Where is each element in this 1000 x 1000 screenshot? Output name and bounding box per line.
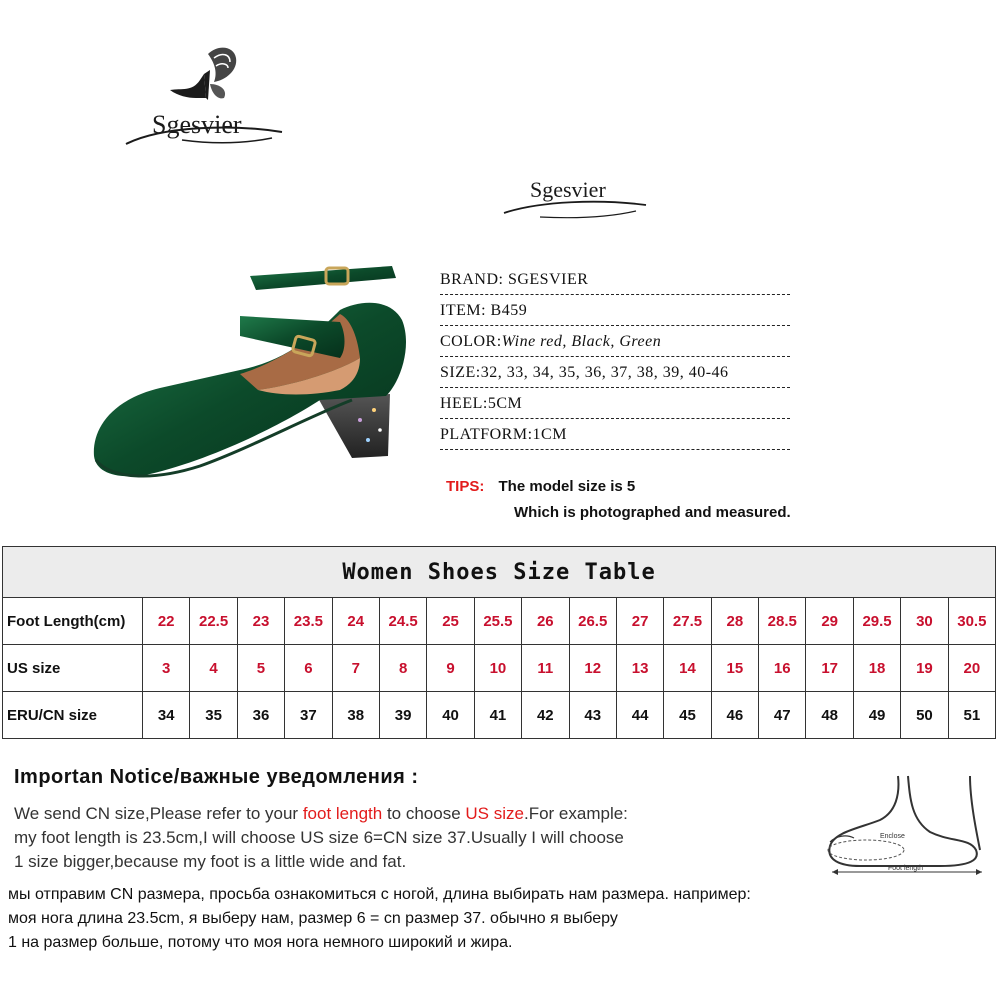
mary-jane-shoe-icon [90, 250, 420, 490]
spec-platform [440, 423, 790, 450]
spec-label: COLOR: [440, 333, 502, 350]
spec-label: SIZE: [440, 364, 481, 381]
spec-label: PLATFORM: [440, 426, 533, 443]
size-cell: 7 [332, 645, 379, 692]
size-cell: 42 [522, 692, 569, 739]
size-table-title-row [3, 547, 996, 598]
notice-text: .For example: [523, 804, 628, 823]
spec-item [440, 299, 790, 326]
size-cell: 43 [569, 692, 616, 739]
size-cell: 5 [237, 645, 284, 692]
size-cell: 25 [427, 598, 474, 645]
size-cell: 26.5 [569, 598, 616, 645]
notice-ru-line-3: 1 на размер больше, потому что моя нога немного широкий и жира. [8, 934, 513, 951]
spec-size [440, 361, 790, 388]
tips-text: The model size is 5 [498, 478, 636, 495]
size-cell: 50 [901, 692, 948, 739]
spec-value: SGESVIER [507, 271, 589, 288]
size-cell: 17 [806, 645, 853, 692]
spec-label: BRAND: [440, 271, 504, 288]
notice-ru-line-1: мы отправим CN размера, просьба ознакомиться с ногой, длина выбирать нам размера. например: [8, 886, 751, 903]
size-table [2, 546, 996, 739]
size-cell: 26 [522, 598, 569, 645]
size-cell: 45 [664, 692, 711, 739]
size-cell: 16 [759, 645, 806, 692]
size-cell: 13 [616, 645, 663, 692]
size-cell: 27 [616, 598, 663, 645]
butterfly-heel-icon [122, 40, 292, 160]
spec-label: HEEL: [440, 395, 488, 412]
spec-value: Wine red, Black, Green [501, 333, 662, 350]
size-cell: 22 [143, 598, 190, 645]
size-cell: 38 [332, 692, 379, 739]
brand-logo-text: Sgesvier [152, 110, 242, 139]
notice-en-line-2: my foot length is 23.5cm,I will choose US size 6=CN size 37.Usually I will choose [14, 828, 624, 847]
size-cell: 23.5 [285, 598, 332, 645]
size-cell: 46 [711, 692, 758, 739]
size-table-row [3, 645, 996, 692]
size-cell: 6 [285, 645, 332, 692]
size-cell: 39 [379, 692, 426, 739]
size-cell: 35 [190, 692, 237, 739]
foot-length-label: Foot length [888, 865, 924, 872]
size-cell: 19 [901, 645, 948, 692]
size-cell: 36 [237, 692, 284, 739]
spec-brand [440, 268, 790, 295]
size-cell: 48 [806, 692, 853, 739]
notice-ru-line-2: моя нога длина 23.5cm, я выберу нам, размер 6 = cn размер 37. обычно я выберу [8, 910, 618, 927]
size-table-row [3, 598, 996, 645]
spec-label: ITEM: [440, 302, 487, 319]
size-cell: 34 [143, 692, 190, 739]
size-cell: 37 [285, 692, 332, 739]
size-cell: 9 [427, 645, 474, 692]
size-row-label: Foot Length(cm) [3, 598, 143, 645]
size-cell: 47 [759, 692, 806, 739]
spec-value: 5CM [487, 395, 523, 412]
spec-value: 1CM [532, 426, 567, 443]
size-cell: 24 [332, 598, 379, 645]
size-cell: 14 [664, 645, 711, 692]
size-cell: 4 [190, 645, 237, 692]
size-cell: 11 [522, 645, 569, 692]
spec-value: B459 [490, 302, 528, 319]
size-cell: 28.5 [759, 598, 806, 645]
tips-label: TIPS: [446, 478, 485, 495]
notice-text: We send CN size,Please refer to your [14, 804, 303, 823]
size-cell: 3 [143, 645, 190, 692]
notice-en-line-3: 1 size bigger,because my foot is a little wide and fat. [14, 852, 407, 871]
foot-measure-diagram [820, 770, 990, 880]
size-cell: 27.5 [664, 598, 711, 645]
tips-line-1 [446, 478, 635, 495]
size-cell: 12 [569, 645, 616, 692]
tips-line-2: Which is photographed and measured. [514, 504, 791, 521]
foot-icon [820, 770, 990, 880]
size-cell: 41 [474, 692, 521, 739]
notice-en-line-1 [14, 804, 628, 824]
size-cell: 29 [806, 598, 853, 645]
size-cell: 25.5 [474, 598, 521, 645]
size-cell: 30 [901, 598, 948, 645]
size-table-title: Women Shoes Size Table [3, 547, 996, 598]
brand-logo-text: Sgesvier [530, 177, 606, 202]
size-cell: 40 [427, 692, 474, 739]
size-cell: 24.5 [379, 598, 426, 645]
spec-value: 32, 33, 34, 35, 36, 37, 38, 39, 40-46 [480, 364, 729, 381]
size-row-label: US size [3, 645, 143, 692]
size-cell: 30.5 [948, 598, 995, 645]
size-cell: 29.5 [853, 598, 900, 645]
notice-highlight: US size [465, 804, 524, 823]
brand-logo [122, 40, 292, 160]
size-cell: 51 [948, 692, 995, 739]
size-cell: 20 [948, 645, 995, 692]
spec-color [440, 330, 790, 357]
notice-text: to choose [382, 804, 466, 823]
size-row-label: ERU/CN size [3, 692, 143, 739]
size-table-row [3, 692, 996, 739]
size-cell: 8 [379, 645, 426, 692]
size-cell: 44 [616, 692, 663, 739]
spec-heel [440, 392, 790, 419]
size-cell: 23 [237, 598, 284, 645]
product-image [90, 250, 420, 490]
size-cell: 15 [711, 645, 758, 692]
size-cell: 49 [853, 692, 900, 739]
notice-highlight: foot length [302, 804, 383, 823]
size-cell: 22.5 [190, 598, 237, 645]
brand-logo-secondary [500, 165, 650, 225]
size-cell: 28 [711, 598, 758, 645]
notice-title: Importan Notice/важные уведомления : [14, 766, 419, 788]
enclose-label: Enclose [880, 833, 905, 840]
size-cell: 18 [853, 645, 900, 692]
size-cell: 10 [474, 645, 521, 692]
